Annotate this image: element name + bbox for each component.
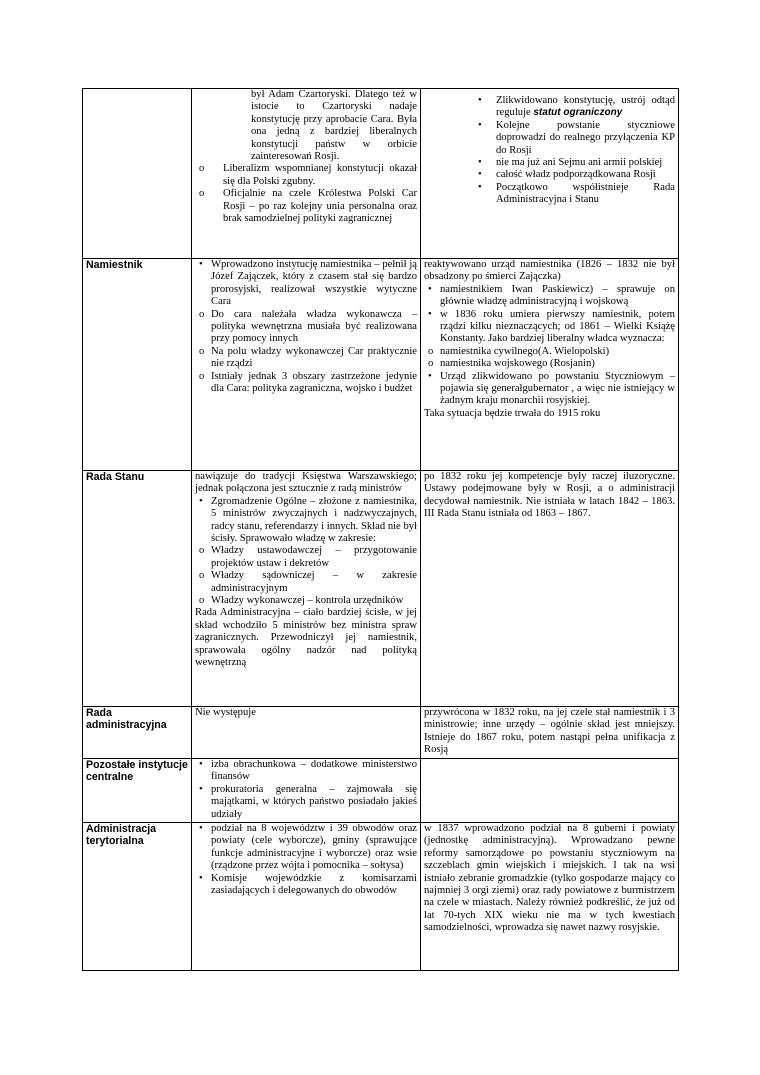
institutions-table [82,88,679,971]
list-item-text: Zlikwidowano konstytucję, ustrój odtąd reguluje [496,95,675,119]
namiestnik-before-cell [192,259,421,471]
list-item-text: namiestnika wojskowego (Rosjanin) [440,358,595,370]
territorial-before-cell [192,823,421,971]
list-item-text: Komisje wojewódzkie z komisarzami zasiadających i delegowanych do obwodów [211,872,417,897]
list-item-text: Władzy wykonawczej – kontrola urzędników [211,595,404,607]
list-item: • nie ma już ani Sejmu ani armii polskiej [478,157,663,169]
list-item-text: prokuratoria generalna – zajmowała się majątkami, w których państwo posiadało jakieś udziały [211,783,417,820]
row-label: Rada Stanu [83,471,192,707]
after-uprising-cell [421,89,679,259]
list-item-text: namiestnikiem Iwan Paskiewicz) – sprawuje on głównie władzę administracyjną i wojskową [440,283,675,308]
list-item-text: Wprowadzono instytucję namiestnika – pełnił ją Józef Zajączek, który z czasem stał się bardzo prorosyjski, realizował wszystkie wytyczne Cara [211,259,417,308]
list-item: o Władzy sądowniczej – w zakresie administracyjnym [199,570,417,594]
row-label: Namiestnik [83,259,192,471]
list-item-text: namiestnika cywilnego(A. Wielopolski) [440,345,610,357]
list-item: • Zgromadzenie Ogólne – złożone z namiestnika, 5 ministrów zwyczajnych i nadzwyczajnych, radcy stanu, referendarzy i innych. Skład nie był ścisły. Sprawowało władzę w zakresie: [199,495,417,545]
cell-text: nawiązuje do tradycji Księstwa Warszawskiego; jednak połączona jest sztucznie z radą ministrów [195,471,417,495]
cell-text: Taka sytuacja będzie trwała do 1915 roku [424,407,601,419]
list-item-text: Istniały jednak 3 obszary zastrzeżone jedynie dla Cara: polityka zagraniczna, wojsko i budżet [211,370,417,395]
list-item: • Wprowadzono instytucję namiestnika – pełnił ją Józef Zajączek, który z czasem stał się bardzo prorosyjski, realizował wszystkie wytyczne Cara [199,259,417,308]
row-label-cell [83,89,192,259]
other-institutions-before-cell [192,759,421,823]
list-item-text: Liberalizm wspomnianej konstytucji okazał się dla Polski zgubny. [223,163,417,187]
list-item: o Na polu władzy wykonawczej Car praktycznie nie rządzi [199,345,417,370]
cell-text: był Adam Czartoryski. Dlatego też w istocie to Czartoryski nadaje konstytucję przy aprobacie Cara. Była ona jedną z bardziej liberalnych konstytucji państw w orbicie zainteresowań Rosji. [251,89,417,163]
list-item: o namiestnika cywilnego(A. Wielopolski) [428,345,610,357]
list-item: • Kolejne powstanie styczniowe doprowadzi do realnego przyłączenia KP do Rosji [478,119,675,156]
cell-text: reaktywowano urząd namiestnika (1826 – 1832 nie był obsadzony po śmierci Zajączka) [424,259,675,283]
list-item-text: Początkowo współistnieje Rada Administracyjna i Stanu [496,181,675,206]
list-item-text: Zgromadzenie Ogólne – złożone z namiestnika, 5 ministrów zwyczajnych i nadzwyczajnych, radcy stanu, referendarzy i innych. Skład nie był ścisły. Sprawowało władzę w zakresie: [211,495,417,545]
list-item: o namiestnika wojskowego (Rosjanin) [428,358,595,370]
cell-text: Rada Administracyjna – ciało bardziej ścisłe, w jej skład wchodziło 5 ministrów bez ministra spraw zagranicznych. Przewodniczył jej namiestnik, sprawowała ogólny nadzór nad polityką wewnętrzną [195,607,417,669]
rada-stanu-before-cell [192,471,421,707]
emphasis-text: statut ograniczony [533,107,623,119]
list-item-text: Władzy ustawodawczej – przygotowanie projektów ustaw i dekretów [211,545,417,569]
list-item: • podział na 8 województw i 39 obwodów oraz powiaty (cele wyborcze), gminy (sprawujące funkcje administracyjne i wyborcze) oraz wsie (rządzone przez wójta i pomocnika – sołtysa) [199,823,417,872]
list-item: o Władzy wykonawczej – kontrola urzędników [199,595,404,607]
table-row [83,707,679,759]
list-item-text: Do cara należała władza wykonawcza – polityka wewnętrzna musiała być realizowana przy pomocy innych [211,308,417,345]
table-row [83,823,679,971]
table-row [83,759,679,823]
row-label: Rada administracyjna [83,707,192,759]
table-row [83,259,679,471]
row-label: Administracja terytorialna [83,823,192,971]
namiestnik-after-cell [421,259,679,471]
list-item: • Początkowo współistnieje Rada Administracyjna i Stanu [478,181,675,206]
list-item: o Oficjalnie na czele Królestwa Polski Car Rosji – po raz kolejny unia personalna oraz brak samodzielnej polityki zagranicznej [199,188,417,225]
table-row [83,471,679,707]
bullet-list [424,95,675,207]
list-item: o Istniały jednak 3 obszary zastrzeżone jedynie dla Cara: polityka zagraniczna, wojsko i budżet [199,370,417,395]
other-institutions-after-cell [421,759,679,823]
list-item-text: podział na 8 województw i 39 obwodów oraz powiaty (cele wyborcze), gminy (sprawujące funkcje administracyjne i wyborcze) oraz wsie (rządzone przez wójta i pomocnika – sołtysa) [211,823,417,872]
rada-admin-before-cell: Nie występuje [192,707,421,759]
congress-kingdom-cell [192,89,421,259]
list-item-text: w 1836 roku umiera pierwszy namiestnik, potem rządzi kilku nieznaczących; od 1861 – Wielki Książę Konstanty. Jako bardziej liberalny władca wyznacza: [440,308,675,345]
list-item: o Liberalizm wspomnianej konstytucji okazał się dla Polski zgubny. [199,163,417,187]
list-item-text: Władzy sądowniczej – w zakresie administracyjnym [211,570,417,594]
row-label: Pozostałe instytucje centralne [83,759,192,823]
list-item: • Komisje wojewódzkie z komisarzami zasiadających i delegowanych do obwodów [199,872,417,897]
list-item: o Do cara należała władza wykonawcza – polityka wewnętrzna musiała być realizowana przy pomocy innych [199,308,417,345]
list-item: • Zlikwidowano konstytucję, ustrój odtąd reguluje statut ograniczony [478,95,675,119]
list-item-text: Na polu władzy wykonawczej Car praktycznie nie rządzi [211,345,417,370]
list-item-text: Urząd zlikwidowano po powstaniu Styczniowym – pojawia się generałgubernator , a więc nie istniejący w żadnym kraju monarchii rosyjskiej. [440,370,675,407]
list-item: o Władzy ustawodawczej – przygotowanie projektów ustaw i dekretów [199,545,417,569]
list-item-text: Oficjalnie na czele Królestwa Polski Car Rosji – po raz kolejny unia personalna oraz brak samodzielnej polityki zagranicznej [223,188,417,225]
list-item: • w 1836 roku umiera pierwszy namiestnik, potem rządzi kilku nieznaczących; od 1861 – Wielki Książę Konstanty. Jako bardziej liberalny władca wyznacza: [428,308,675,345]
list-item-text: Kolejne powstanie styczniowe doprowadzi do realnego przyłączenia KP do Rosji [496,119,675,156]
list-item: • izba obrachunkowa – dodatkowe ministerstwo finansów [199,759,417,783]
list-item: • Urząd zlikwidowano po powstaniu Styczniowym – pojawia się generałgubernator , a więc nie istniejący w żadnym kraju monarchii rosyjskiej. [428,370,675,407]
table-row [83,89,679,259]
list-item-text: izba obrachunkowa – dodatkowe ministerstwo finansów [211,759,417,783]
rada-admin-after-cell: przywrócona w 1832 roku, na jej czele stał namiestnik i 3 ministrowie; inne urzędy – ogólnie skład jest mniejszy. Istnieje do 1867 roku, potem nastąpi pełna unifikacja z Rosją [421,707,679,759]
list-item-text: nie ma już ani Sejmu ani armii polskiej [496,157,663,169]
territorial-after-cell: w 1837 wprowadzono podział na 8 guberni i powiaty (jednostkę administracyjną). Wprowadzano pewne reformy samorządowe po powstaniu styczniowym na szczeblach gmin wiejskich i miejskich. I tak na wsi istniało zebranie gromadzkie (tylko gospodarze mający co najmniej 3 orgi ziemi) oraz rady powiatowe z burmistrzem na czele w miastach. Należy również podkreślić, że już od lat 70-tych XIX wieku nie ma w tych kwestiach samodzielności, wprowadza się nawet nazwy rosyjskie. [421,823,679,971]
list-item-text: całość władz podporządkowana Rosji [496,169,656,181]
list-item: • całość władz podporządkowana Rosji [478,169,656,181]
list-item: • namiestnikiem Iwan Paskiewicz) – sprawuje on głównie władzę administracyjną i wojskową [428,283,675,308]
rada-stanu-after-cell: po 1832 roku jej kompetencje były raczej iluzoryczne. Ustawy podejmowane były w Rosji, a o administracji decydował namiestnik. Nie istniała w latach 1842 – 1863. III Rada Stanu istniała od 1863 – 1867. [421,471,679,707]
list-item: • prokuratoria generalna – zajmowała się majątkami, w których państwo posiadało jakieś udziały [199,783,417,820]
